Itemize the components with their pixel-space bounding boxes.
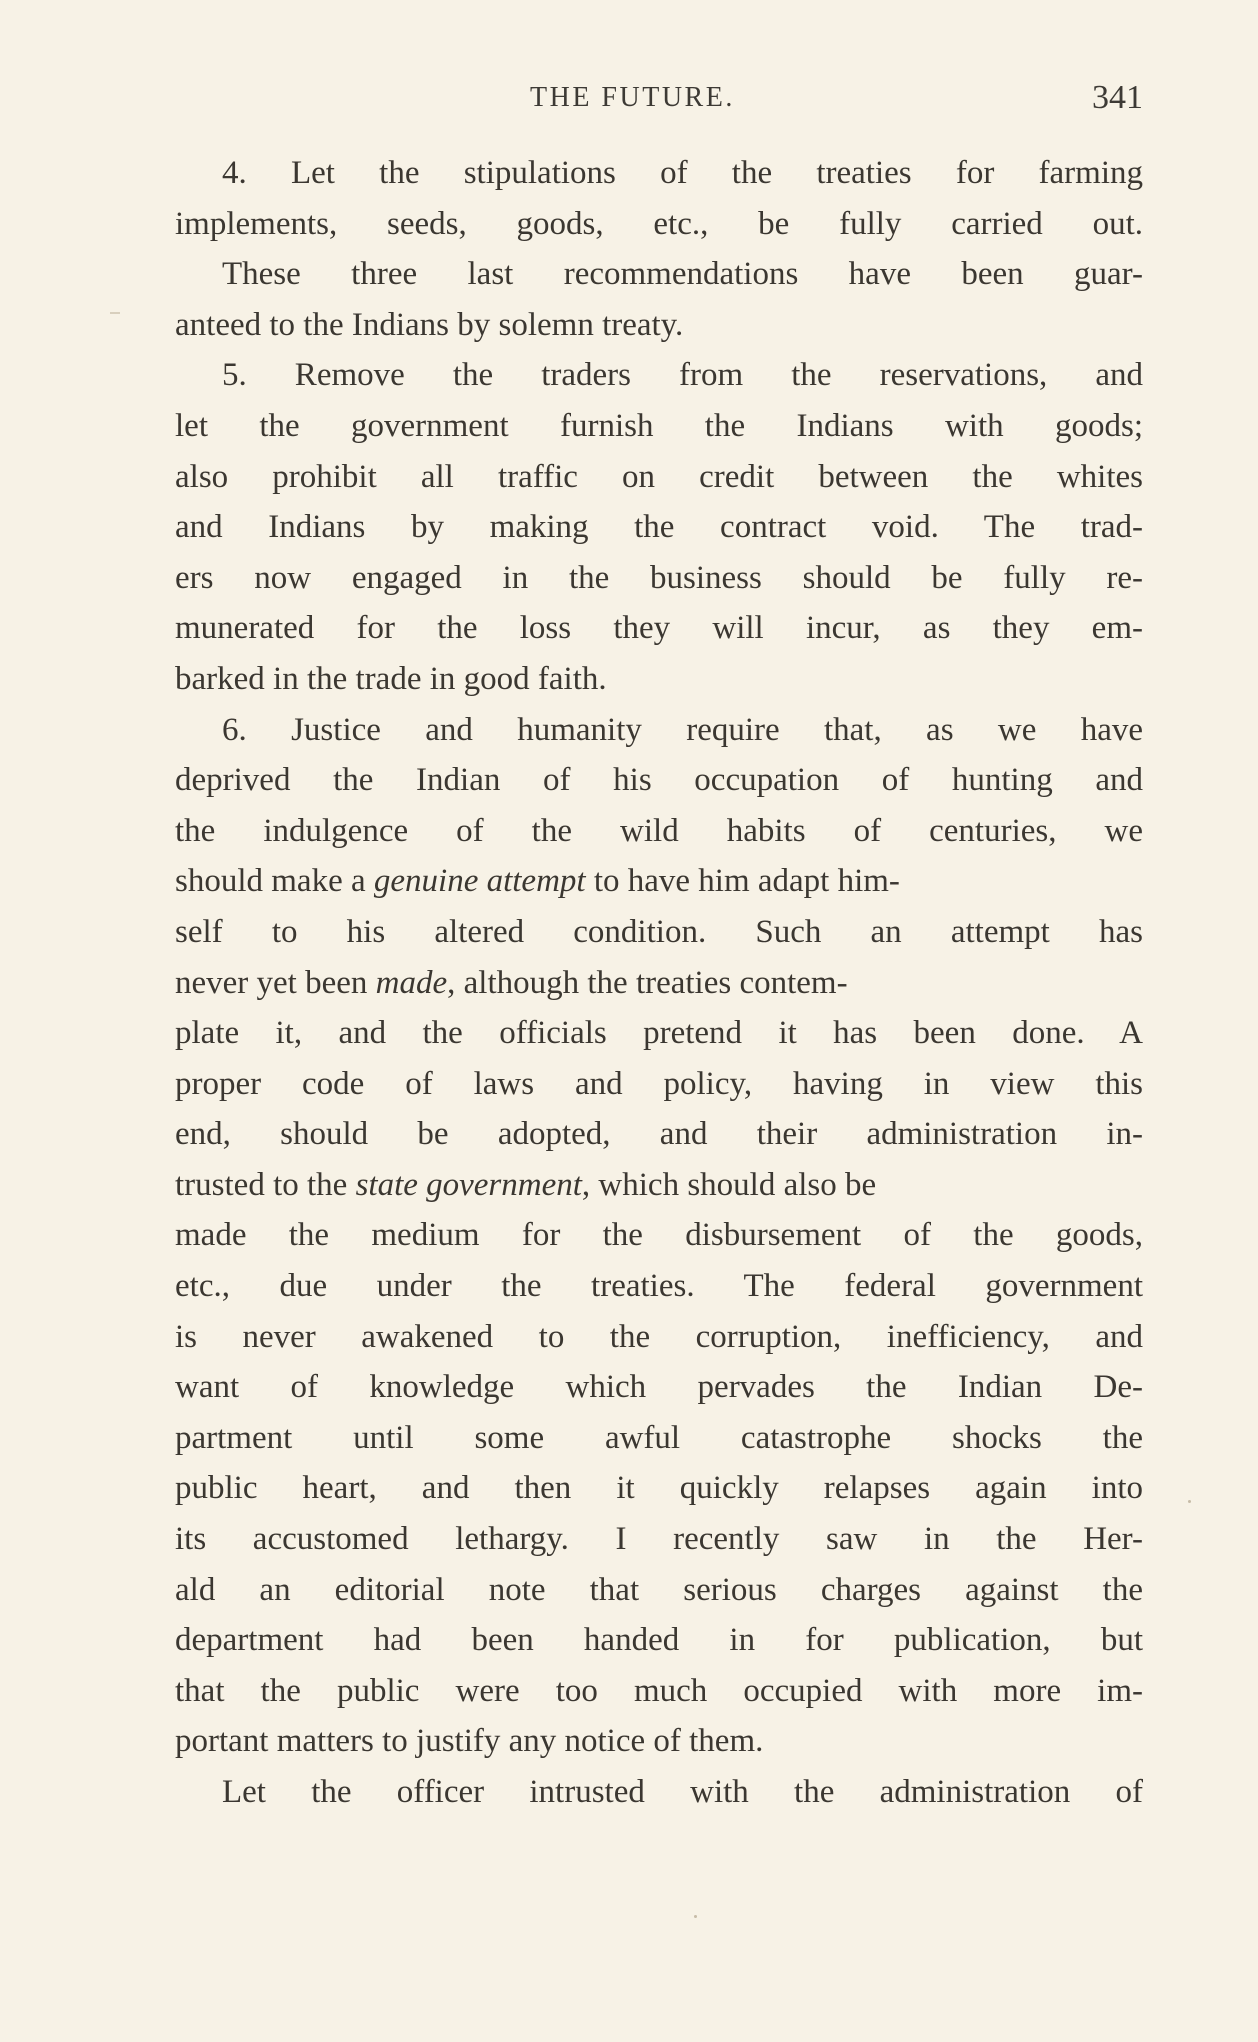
paper-blemish	[110, 312, 120, 314]
text-line	[175, 1059, 1143, 1110]
line-text: proper code of laws and policy, having in view this	[175, 1065, 1143, 1102]
line-text: department had been handed in for publication, but	[175, 1622, 1143, 1659]
text-line	[175, 350, 1143, 401]
line-text: deprived the Indian of his occupation of hunting and	[175, 762, 1143, 799]
text-line	[175, 148, 1143, 199]
text-line	[175, 249, 1143, 300]
running-title: THE FUTURE.	[530, 82, 735, 113]
text-line	[175, 958, 1143, 1009]
text-line	[175, 1413, 1143, 1464]
line-text: anteed to the Indians by solemn treaty.	[175, 306, 684, 343]
body-text	[175, 148, 1143, 1818]
text-line	[175, 1463, 1143, 1514]
line-text: made the medium for the disbursement of the goods,	[175, 1217, 1143, 1254]
text-line	[175, 1666, 1143, 1717]
line-text: portant matters to justify any notice of them.	[175, 1723, 764, 1760]
text-line	[175, 1767, 1143, 1818]
text-line	[175, 199, 1143, 250]
line-text: etc., due under the treaties. The federal government	[175, 1268, 1143, 1305]
line-text: and Indians by making the contract void. The trad-	[175, 509, 1143, 546]
line-text: partment until some awful catastrophe shocks the	[175, 1419, 1143, 1456]
paper-speck	[694, 1915, 697, 1918]
line-text: public heart, and then it quickly relapses again into	[175, 1470, 1143, 1507]
text-line	[175, 1210, 1143, 1261]
text-line	[175, 401, 1143, 452]
text-line	[175, 452, 1143, 503]
line-text: also prohibit all traffic on credit between the whites	[175, 458, 1143, 495]
line-text: Let the officer intrusted with the administration of	[222, 1774, 1143, 1810]
line-text: that the public were too much occupied with more im-	[175, 1672, 1143, 1709]
text-line	[175, 1615, 1143, 1666]
text-line	[175, 1312, 1143, 1363]
line-segment: , although the treaties contem-	[447, 964, 848, 1001]
line-segment: should make a	[175, 863, 374, 900]
text-line	[175, 603, 1143, 654]
text-line	[175, 856, 1143, 907]
line-text: the indulgence of the wild habits of centuries, we	[175, 812, 1143, 849]
line-text: ald an editorial note that serious charges against the	[175, 1571, 1143, 1608]
text-line	[175, 1362, 1143, 1413]
line-text: want of knowledge which pervades the Indian De-	[175, 1369, 1143, 1406]
line-segment: to have him adapt him-	[585, 863, 900, 900]
text-line	[175, 1716, 1143, 1767]
text-line	[175, 705, 1143, 756]
line-text: its accustomed lethargy. I recently saw in the Her-	[175, 1521, 1143, 1558]
line-text: 5. Remove the traders from the reservations, and	[222, 357, 1143, 394]
text-line	[175, 1008, 1143, 1059]
line-text: 6. Justice and humanity require that, as we have	[222, 711, 1143, 748]
line-text: munerated for the loss they will incur, as they em-	[175, 610, 1143, 647]
text-line	[175, 1109, 1143, 1160]
line-segment: , which should also be	[581, 1166, 877, 1203]
italic-phrase: genuine attempt	[373, 863, 586, 900]
text-line	[175, 755, 1143, 806]
line-text: end, should be adopted, and their administration in-	[175, 1116, 1143, 1153]
text-line	[175, 553, 1143, 604]
text-line	[175, 1261, 1143, 1312]
line-text: self to his altered condition. Such an attempt has	[175, 913, 1143, 950]
paper-speck	[1188, 1500, 1191, 1503]
text-line	[175, 502, 1143, 553]
text-line	[175, 1160, 1143, 1211]
line-text: is never awakened to the corruption, inefficiency, and	[175, 1318, 1143, 1355]
text-line	[175, 907, 1143, 958]
line-segment: trusted to the	[175, 1166, 356, 1203]
line-text: plate it, and the officials pretend it has been done. A	[175, 1015, 1143, 1052]
line-text: ers now engaged in the business should be fully re-	[175, 559, 1143, 596]
line-text: 4. Let the stipulations of the treaties for farming	[222, 155, 1143, 191]
line-text: let the government furnish the Indians with goods;	[175, 407, 1143, 444]
line-text: barked in the trade in good faith.	[175, 660, 607, 697]
text-line	[175, 300, 1143, 351]
line-segment: never yet been	[175, 964, 376, 1001]
text-line	[175, 654, 1143, 705]
line-text: These three last recommendations have been guar-	[222, 256, 1143, 293]
line-text: implements, seeds, goods, etc., be fully carried out.	[175, 205, 1143, 242]
italic-word: made	[375, 964, 448, 1001]
running-head	[175, 78, 1143, 118]
page-number: 341	[1092, 79, 1143, 116]
italic-phrase: state government	[355, 1166, 582, 1203]
text-line	[175, 1565, 1143, 1616]
text-line	[175, 806, 1143, 857]
text-line	[175, 1514, 1143, 1565]
